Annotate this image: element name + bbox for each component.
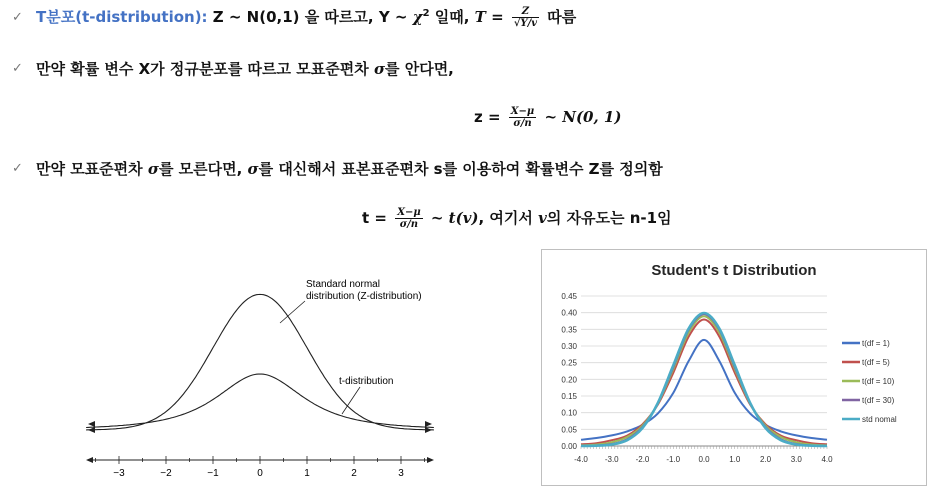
- term-t-distribution: T분포(t-distribution):: [36, 8, 208, 26]
- series-line: [581, 320, 827, 445]
- eq-rhs: ~ t(v): [425, 209, 479, 227]
- legend-label: t(df = 5): [862, 358, 890, 367]
- text: 일때,: [429, 8, 475, 26]
- eq-lhs: z =: [474, 108, 506, 126]
- sigma-symbol: σ: [247, 160, 259, 178]
- leader-line-normal: [280, 301, 305, 323]
- y-tick-label: 0.20: [561, 375, 577, 385]
- text: 를 대신해서 표본표준편차 s를 이용하여 확률변수 Z를 정의함: [258, 160, 663, 178]
- text: 만약 모표준편차: [36, 160, 148, 178]
- normal-vs-t-svg: [80, 268, 440, 488]
- v-symbol: v: [538, 209, 547, 227]
- y-tick-label: 0.45: [561, 292, 577, 301]
- y-tick-label: 0.15: [561, 392, 577, 401]
- series-line: [581, 316, 827, 445]
- series-line: [581, 314, 827, 446]
- label-t-distribution: t-distribution: [339, 376, 394, 387]
- x-tick-label: 4.0: [821, 455, 833, 464]
- leader-line-t: [342, 387, 360, 414]
- text: 를 안다면,: [385, 60, 454, 78]
- x-tick-label: 0.0: [698, 455, 710, 464]
- z-equation: [474, 106, 621, 129]
- tick-label: −2: [160, 468, 172, 479]
- eq-lhs: t =: [362, 209, 393, 227]
- check-icon: ✓: [12, 10, 23, 25]
- tick-label: 3: [398, 468, 404, 479]
- fraction: [395, 207, 422, 230]
- x-tick-label: 2.0: [759, 455, 772, 464]
- sigma-symbol: σ: [373, 60, 385, 78]
- arrowhead: [88, 427, 95, 433]
- t-equation: [362, 207, 672, 230]
- fraction-numerator: X−μ: [397, 207, 421, 218]
- fraction-numerator: X−μ: [510, 106, 535, 117]
- label-standard-normal-2: distribution (Z-distribution): [306, 291, 422, 302]
- chart-title: Student's t Distribution: [651, 262, 817, 279]
- arrowhead: [427, 457, 434, 463]
- tick-label: 0: [257, 468, 263, 479]
- tick-label: −3: [113, 468, 125, 479]
- check-icon: ✓: [12, 61, 23, 76]
- fraction-denominator: σ/n: [399, 219, 419, 230]
- label-standard-normal-1: Standard normal: [306, 279, 380, 290]
- y-tick-label: 0.30: [561, 342, 577, 351]
- bullet-unknown-sigma: [36, 158, 663, 179]
- fraction: [512, 6, 539, 29]
- check-icon: ✓: [12, 161, 23, 176]
- bullet-known-sigma: [36, 58, 454, 79]
- x-tick-label: 1.0: [729, 455, 741, 464]
- arrowhead: [425, 421, 432, 427]
- y-tick-label: 0.10: [561, 408, 577, 418]
- x-tick-label: -4.0: [574, 455, 588, 464]
- student-t-chart: [541, 249, 927, 486]
- text: 따름: [542, 8, 577, 26]
- y-tick-label: 0.40: [561, 308, 577, 318]
- text: , 여기서: [478, 209, 539, 227]
- x-tick-label: -3.0: [604, 455, 619, 464]
- legend-label: t(df = 30): [862, 396, 895, 405]
- fraction-denominator: σ/n: [513, 118, 532, 129]
- fraction-denominator: √Y/v: [513, 18, 538, 29]
- x-tick-label: -2.0: [635, 455, 650, 464]
- superscript: 2: [422, 8, 430, 19]
- fraction: [509, 106, 536, 129]
- tick-label: −1: [207, 468, 219, 479]
- tick-label: 2: [351, 468, 357, 479]
- tick-label: 1: [304, 468, 310, 479]
- fraction-numerator: Z: [512, 6, 539, 18]
- legend-label: t(df = 1): [862, 339, 890, 348]
- chart-svg: [542, 250, 926, 485]
- x-tick-label: 3.0: [790, 455, 802, 464]
- text: Z ~ N(0,1) 을 따르고, Y ~: [207, 8, 413, 26]
- y-tick-label: 0.00: [561, 442, 577, 451]
- text: 만약 확률 변수 X가 정규분포를 따르고 모표준편차: [36, 60, 374, 78]
- text: 의 자유도는 n-1임: [546, 209, 672, 227]
- legend-label: std nomal: [862, 415, 897, 424]
- eq-rhs: ~ N(0, 1): [539, 108, 622, 126]
- normal-vs-t-figure: [80, 268, 440, 488]
- series-line: [581, 340, 827, 440]
- t-variable: T: [474, 8, 486, 26]
- legend-label: t(df = 10): [862, 377, 895, 386]
- sigma-symbol: σ: [147, 160, 159, 178]
- text: 를 모른다면,: [158, 160, 248, 178]
- arrowhead: [425, 427, 432, 433]
- normal-curve: [86, 294, 434, 430]
- arrowhead: [88, 421, 95, 427]
- x-tick-label: -1.0: [666, 455, 681, 464]
- equals: =: [485, 8, 509, 26]
- y-tick-label: 0.25: [561, 358, 577, 368]
- y-tick-label: 0.05: [561, 425, 577, 435]
- arrowhead: [86, 457, 93, 463]
- y-tick-label: 0.35: [561, 325, 577, 335]
- chi-symbol: χ: [412, 8, 423, 26]
- bullet-t-distribution-definition: [36, 6, 576, 29]
